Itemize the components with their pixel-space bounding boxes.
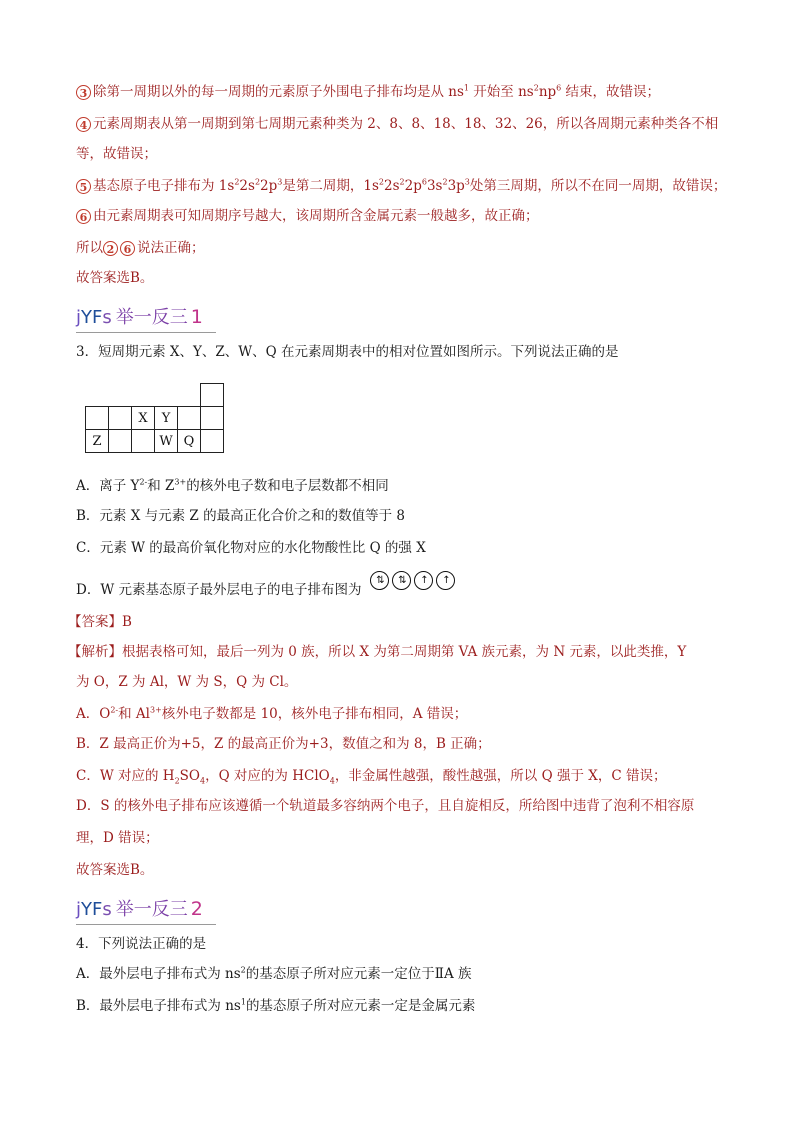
answer-label: 【答案】B [68, 614, 132, 630]
analysis-b: B．Z 最高正价为+5，Z 的最高正价为+3，数值之和为 8，B 正确； [76, 736, 491, 752]
analysis-answer: 故答案选B。 [76, 862, 154, 878]
table-cell-x: X [132, 407, 155, 430]
orbital-diagram [370, 570, 458, 590]
circled-number: 5 [76, 179, 91, 194]
explanation-summary: 所以 2 6 说法正确； [76, 240, 205, 256]
analysis-d-cont: 理，D 错误； [76, 830, 159, 846]
circled-number: 3 [76, 85, 91, 100]
orbital-box: ↑ [414, 571, 433, 590]
analysis-a: A．$O^{2-}$和 $Al^{3+}$核外电子数都是 10，核外电子排布相同，A 错误； [76, 705, 468, 722]
explanation-item-5: 5 基态原子电子排布为 $1s^22s^22p^3$是第二周期，$1s^22s^22p^63s^23p^3$处第三周期，所以不在同一周期，故错误； [76, 176, 726, 196]
table-cell [201, 384, 224, 407]
analysis-d: D．S 的核外电子排布应该遵循一个轨道最多容纳两个电子，且自旋相反，所给图中违背了泡利不相容原 [76, 798, 695, 814]
section-heading-1: jYFs 举一反三 1 [76, 306, 203, 328]
table-cell [201, 407, 224, 430]
q4-option-a: A．最外层电子排布式为 $ns^2$的基态原子所对应元素一定位于ⅡA 族 [76, 965, 472, 982]
orbital-box: ⇅ [370, 571, 389, 590]
option-a: A．离子 $Y^{2-}$和 $Z^{3+}$的核外电子数和电子层数都不相同 [76, 477, 389, 494]
orbital-box: ⇅ [392, 571, 411, 590]
section-heading-2: jYFs 举一反三 2 [76, 898, 203, 920]
table-cell [201, 430, 224, 453]
table-cell-y: Y [155, 407, 178, 430]
analysis-line-1: 【解析】根据表格可知，最后一列为 0 族，所以 X 为第二周期第 VA 族元素，为 N 元素，以此类推，Y [68, 644, 687, 660]
option-c: C．元素 W 的最高价氧化物对应的水化物酸性比 Q 的强 X [76, 540, 426, 556]
orbital-box: ↑ [436, 571, 455, 590]
circled-number: 4 [76, 117, 91, 132]
table-cell [86, 407, 109, 430]
explanation-item-4: 4 元素周期表从第一周期到第七周期元素种类为 2、8、8、18、18、32、26，所以各周期元素种类各不相 [76, 114, 726, 134]
circled-number: 6 [76, 209, 91, 224]
table-cell [109, 407, 132, 430]
heading-underline [76, 332, 216, 333]
table-cell-z: Z [86, 430, 109, 453]
circled-number: 6 [120, 241, 135, 256]
option-b: B．元素 X 与元素 Z 的最高正化合价之和的数值等于 8 [76, 508, 405, 524]
table-cell [132, 430, 155, 453]
table-cell [109, 430, 132, 453]
explanation-item-3: 3 除第一周期以外的每一周期的元素原子外围电子排布均是从 $ns^1$ 开始至 $ns^2np^6$ 结束，故错误； [76, 82, 726, 102]
question-4-stem: 4．下列说法正确的是 [76, 936, 207, 952]
explanation-answer: 故答案选B。 [76, 270, 154, 286]
heading-underline [76, 924, 216, 925]
table-cell-w: W [155, 430, 178, 453]
analysis-line-2: 为 O，Z 为 Al，W 为 S，Q 为 Cl。 [76, 674, 298, 690]
analysis-c: C．W 对应的 $H_2SO_4$，Q 对应的为 HClO$_4$，非金属性越强，酸性越强，所以 Q 强于 X，C 错误； [76, 768, 667, 786]
table-cell [178, 407, 201, 430]
circled-number: 2 [103, 241, 118, 256]
explanation-item-4-cont: 等，故错误； [76, 146, 157, 162]
periodic-table-fragment [85, 383, 224, 453]
question-3-stem: 3．短周期元素 X、Y、Z、W、Q 在元素周期表中的相对位置如图所示。下列说法正确的是 [76, 344, 619, 360]
table-cell-q: Q [178, 430, 201, 453]
explanation-item-6: 6 由元素周期表可知周期序号越大，该周期所含金属元素一般越多，故正确； [76, 206, 726, 226]
option-d: D．W 元素基态原子最外层电子的电子排布图为 [76, 582, 362, 598]
q4-option-b: B．最外层电子排布式为 $ns^1$的基态原子所对应元素一定是金属元素 [76, 997, 476, 1014]
